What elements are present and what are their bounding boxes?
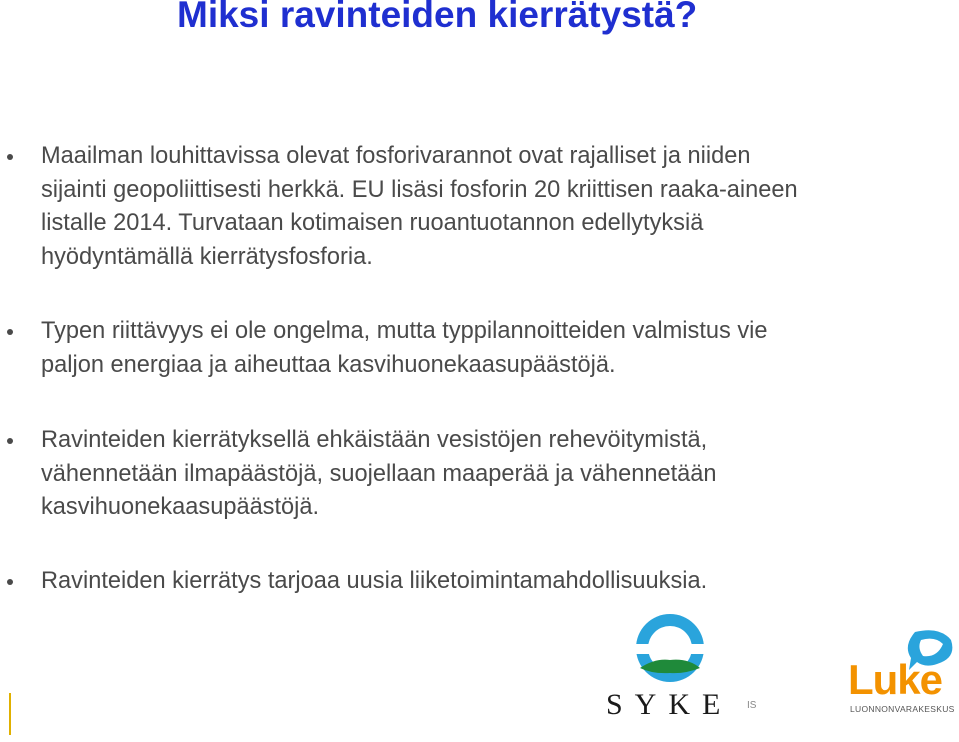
bullet-line: Typen riittävyys ei ole ongelma, mutta typpilannoitteiden valmistus vie <box>41 318 768 344</box>
syke-logo-suffix: IS <box>747 700 757 711</box>
bullet-item <box>41 315 941 382</box>
bullet-line: Ravinteiden kierrätys tarjoaa uusia liiketoimintamahdollisuuksia. <box>41 568 708 594</box>
bullet-line: Ravinteiden kierrätyksellä ehkäistään vesistöjen rehevöitymistä, <box>41 427 708 453</box>
syke-logo-text: SYKE <box>606 688 733 721</box>
bullet-line: paljon energiaa ja aiheuttaa kasvihuonekaasupäästöjä. <box>41 351 616 378</box>
luke-logo-subtitle: LUONNONVARAKESKUS <box>850 704 955 714</box>
bullet-line: hyödyntämällä kierrätysfosforia. <box>41 243 373 270</box>
luke-logo <box>845 628 955 728</box>
bullet-line: listalle 2014. Turvataan kotimaisen ruoantuotannon edellytyksiä <box>41 210 704 236</box>
bullet-dot-icon <box>7 154 13 160</box>
bullet-dot-icon <box>7 579 13 585</box>
syke-emblem-icon <box>600 610 760 690</box>
bullet-item <box>41 424 941 525</box>
slide-title: Miksi ravinteiden kierrätystä? <box>177 0 698 35</box>
bullet-item <box>41 140 941 274</box>
bullet-dot-icon <box>7 438 13 444</box>
bullet-line: vähennetään ilmapäästöjä, suojellaan maaperää ja vähennetään <box>41 460 717 487</box>
bullet-line: Maailman louhittavissa olevat fosforivarannot ovat rajalliset ja niiden <box>41 143 751 169</box>
bullet-line: kasvihuonekaasupäästöjä. <box>41 494 320 520</box>
accent-divider <box>9 693 11 735</box>
bullet-line: sijainti geopoliittisesti herkkä. EU lisäsi fosforin 20 kriittisen raaka-aineen <box>41 176 798 203</box>
syke-logo <box>600 610 760 720</box>
bullet-item <box>41 565 941 599</box>
bullet-dot-icon <box>7 329 13 335</box>
luke-logo-text: Luke <box>848 656 943 703</box>
